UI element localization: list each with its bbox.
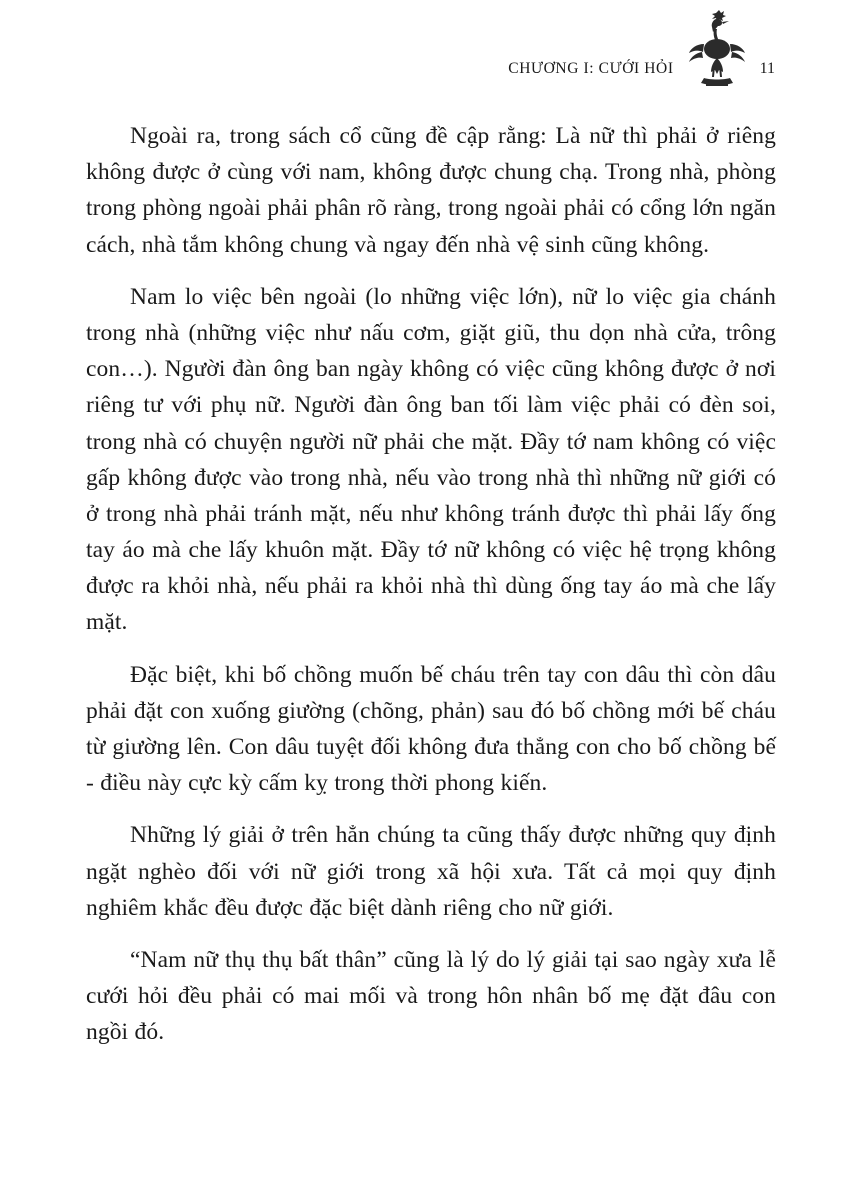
page-number: 11 <box>759 60 775 77</box>
paragraph: Những lý giải ở trên hẳn chúng ta cũng thấy được những quy định ngặt nghèo đối với nữ giới trong xã hội xưa. Tất cả mọi quy định nghiêm khắc đều được đặc biệt dành riêng cho nữ giới. <box>86 822 776 921</box>
crane-bird-ornament-icon <box>686 8 748 86</box>
paragraph: Nam lo việc bên ngoài (lo những việc lớn), nữ lo việc gia chánh trong nhà (những việc như nấu cơm, giặt giũ, thu dọn nhà cửa, trông con…). Người đàn ông ban ngày không có việc cũng không được ở nơi riêng tư với phụ nữ. Người đàn ông ban tối làm việc phải có đèn soi, trong nhà có chuyện người nữ phải che mặt. Đầy tớ nam không có việc gấp không được vào trong nhà, nếu vào trong nhà thì những nữ giới có ở trong nhà phải tránh mặt, nếu như không tránh được thì phải lấy ống tay áo mà che lấy khuôn mặt. Đầy tớ nữ không có việc hệ trọng không được ra khỏi nhà, nếu phải ra khỏi nhà thì dùng ống tay áo mà che lấy mặt. <box>86 283 776 636</box>
page-body <box>86 118 776 1051</box>
paragraph: “Nam nữ thụ thụ bất thân” cũng là lý do lý giải tại sao ngày xưa lễ cưới hỏi đều phải có mai mối và trong hôn nhân bố mẹ đặt đâu con ngồi đó. <box>86 946 776 1046</box>
paragraph: Đặc biệt, khi bố chồng muốn bế cháu trên tay con dâu thì còn dâu phải đặt con xuống giường (chõng, phản) sau đó bố chồng mới bế cháu từ giường lên. Con dâu tuyệt đối không đưa thẳng con cho bố chồng bế - điều này cực kỳ cấm kỵ trong thời phong kiến. <box>86 661 776 797</box>
chapter-running-head: CHƯƠNG I: CƯỚI HỎI <box>508 60 674 77</box>
header-inner <box>508 8 775 86</box>
page-header <box>0 0 857 120</box>
paragraph: Ngoài ra, trong sách cổ cũng đề cập rằng: Là nữ thì phải ở riêng không được ở cùng với nam, không được chung chạ. Trong nhà, phòng trong phòng ngoài phải phân rõ ràng, trong ngoài phải có cổng lớn ngăn cách, nhà tắm không chung và ngay đến nhà vệ sinh cũng không. <box>86 123 776 258</box>
